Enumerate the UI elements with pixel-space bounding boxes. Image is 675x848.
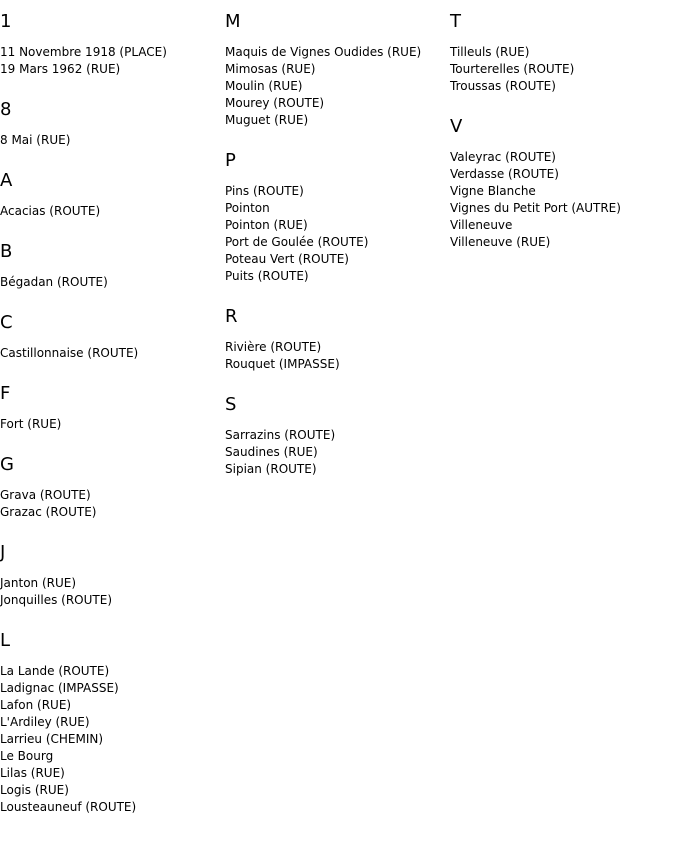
- street-link[interactable]: Vignes du Petit Port (AUTRE): [450, 201, 621, 215]
- street-link[interactable]: Grazac (ROUTE): [0, 505, 97, 519]
- street-link[interactable]: Le Bourg: [0, 749, 54, 763]
- street-link[interactable]: Logis (RUE): [0, 783, 69, 797]
- index-column-3: [450, 12, 675, 273]
- letter-section: [0, 455, 225, 521]
- street-link[interactable]: Acacias (ROUTE): [0, 204, 101, 218]
- street-link[interactable]: Rouquet (IMPASSE): [225, 357, 340, 371]
- section-letter-heading: C: [0, 312, 13, 333]
- street-link[interactable]: Villeneuve (RUE): [450, 235, 551, 249]
- street-link[interactable]: Saudines (RUE): [225, 445, 318, 459]
- index-column-1: [0, 12, 225, 838]
- street-link[interactable]: Muguet (RUE): [225, 113, 309, 127]
- street-link[interactable]: Fort (RUE): [0, 417, 62, 431]
- section-letter-heading: 8: [0, 99, 12, 120]
- street-link[interactable]: Jonquilles (ROUTE): [0, 593, 113, 607]
- street-link[interactable]: Tourterelles (ROUTE): [450, 62, 575, 76]
- street-link[interactable]: Mimosas (RUE): [225, 62, 316, 76]
- street-link[interactable]: Castillonnaise (ROUTE): [0, 346, 139, 360]
- section-letter-heading: J: [0, 542, 6, 563]
- section-letter-heading: B: [0, 241, 13, 262]
- street-list: [450, 44, 675, 95]
- street-link[interactable]: Grava (ROUTE): [0, 488, 91, 502]
- street-list: [0, 44, 225, 78]
- street-link[interactable]: 11 Novembre 1918 (PLACE): [0, 45, 167, 59]
- street-link[interactable]: Sipian (ROUTE): [225, 462, 317, 476]
- letter-section: [225, 151, 450, 285]
- letter-section: [450, 117, 675, 251]
- section-letter-heading: T: [450, 11, 461, 32]
- street-link[interactable]: L'Ardiley (RUE): [0, 715, 90, 729]
- section-letter-heading: M: [225, 11, 241, 32]
- street-link[interactable]: Bégadan (ROUTE): [0, 275, 108, 289]
- letter-section: [0, 631, 225, 816]
- letter-section: [0, 242, 225, 291]
- section-letter-heading: R: [225, 306, 238, 327]
- street-link[interactable]: Ladignac (IMPASSE): [0, 681, 119, 695]
- street-link[interactable]: Janton (RUE): [0, 576, 77, 590]
- street-link[interactable]: Lafon (RUE): [0, 698, 72, 712]
- section-letter-heading: A: [0, 170, 13, 191]
- street-link[interactable]: 19 Mars 1962 (RUE): [0, 62, 121, 76]
- section-letter-heading: P: [225, 150, 236, 171]
- street-list: [0, 345, 225, 362]
- street-list: [0, 416, 225, 433]
- section-letter-heading: F: [0, 383, 11, 404]
- street-link[interactable]: Troussas (ROUTE): [450, 79, 556, 93]
- section-letter-heading: G: [0, 454, 14, 475]
- street-list: [225, 183, 450, 285]
- street-link[interactable]: Maquis de Vignes Oudides (RUE): [225, 45, 422, 59]
- section-letter-heading: 1: [0, 11, 12, 32]
- letter-section: [0, 384, 225, 433]
- street-link[interactable]: 8 Mai (RUE): [0, 133, 71, 147]
- letter-section: [0, 313, 225, 362]
- street-link[interactable]: Pointon (RUE): [225, 218, 308, 232]
- street-link[interactable]: Verdasse (ROUTE): [450, 167, 559, 181]
- street-link[interactable]: Valeyrac (ROUTE): [450, 150, 556, 164]
- street-list: [0, 575, 225, 609]
- street-list: [225, 44, 450, 129]
- street-link[interactable]: Rivière (ROUTE): [225, 340, 322, 354]
- street-link[interactable]: Vigne Blanche: [450, 184, 536, 198]
- letter-section: [0, 543, 225, 609]
- section-letter-heading: S: [225, 394, 237, 415]
- letter-section: [225, 395, 450, 478]
- section-letter-heading: L: [0, 630, 11, 651]
- street-list: [225, 339, 450, 373]
- street-link[interactable]: Sarrazins (ROUTE): [225, 428, 336, 442]
- street-list: [0, 487, 225, 521]
- letter-section: [0, 171, 225, 220]
- street-list: [225, 427, 450, 478]
- index-column-2: [225, 12, 450, 500]
- letter-section: [225, 307, 450, 373]
- street-link[interactable]: Villeneuve: [450, 218, 513, 232]
- street-link[interactable]: Port de Goulée (ROUTE): [225, 235, 369, 249]
- street-link[interactable]: Poteau Vert (ROUTE): [225, 252, 349, 266]
- letter-section: [450, 12, 675, 95]
- street-link[interactable]: Lousteauneuf (ROUTE): [0, 800, 137, 814]
- street-link[interactable]: La Lande (ROUTE): [0, 664, 110, 678]
- street-list: [0, 132, 225, 149]
- street-list: [450, 149, 675, 251]
- street-link[interactable]: Mourey (ROUTE): [225, 96, 325, 110]
- section-letter-heading: V: [450, 116, 463, 137]
- letter-section: [0, 12, 225, 78]
- street-link[interactable]: Puits (ROUTE): [225, 269, 309, 283]
- street-link[interactable]: Lilas (RUE): [0, 766, 65, 780]
- street-link[interactable]: Tilleuls (RUE): [450, 45, 530, 59]
- street-link[interactable]: Pins (ROUTE): [225, 184, 304, 198]
- street-list: [0, 203, 225, 220]
- street-link[interactable]: Pointon: [225, 201, 270, 215]
- letter-section: [0, 100, 225, 149]
- street-list: [0, 663, 225, 816]
- street-link[interactable]: Larrieu (CHEMIN): [0, 732, 104, 746]
- street-list: [0, 274, 225, 291]
- street-link[interactable]: Moulin (RUE): [225, 79, 303, 93]
- letter-section: [225, 12, 450, 129]
